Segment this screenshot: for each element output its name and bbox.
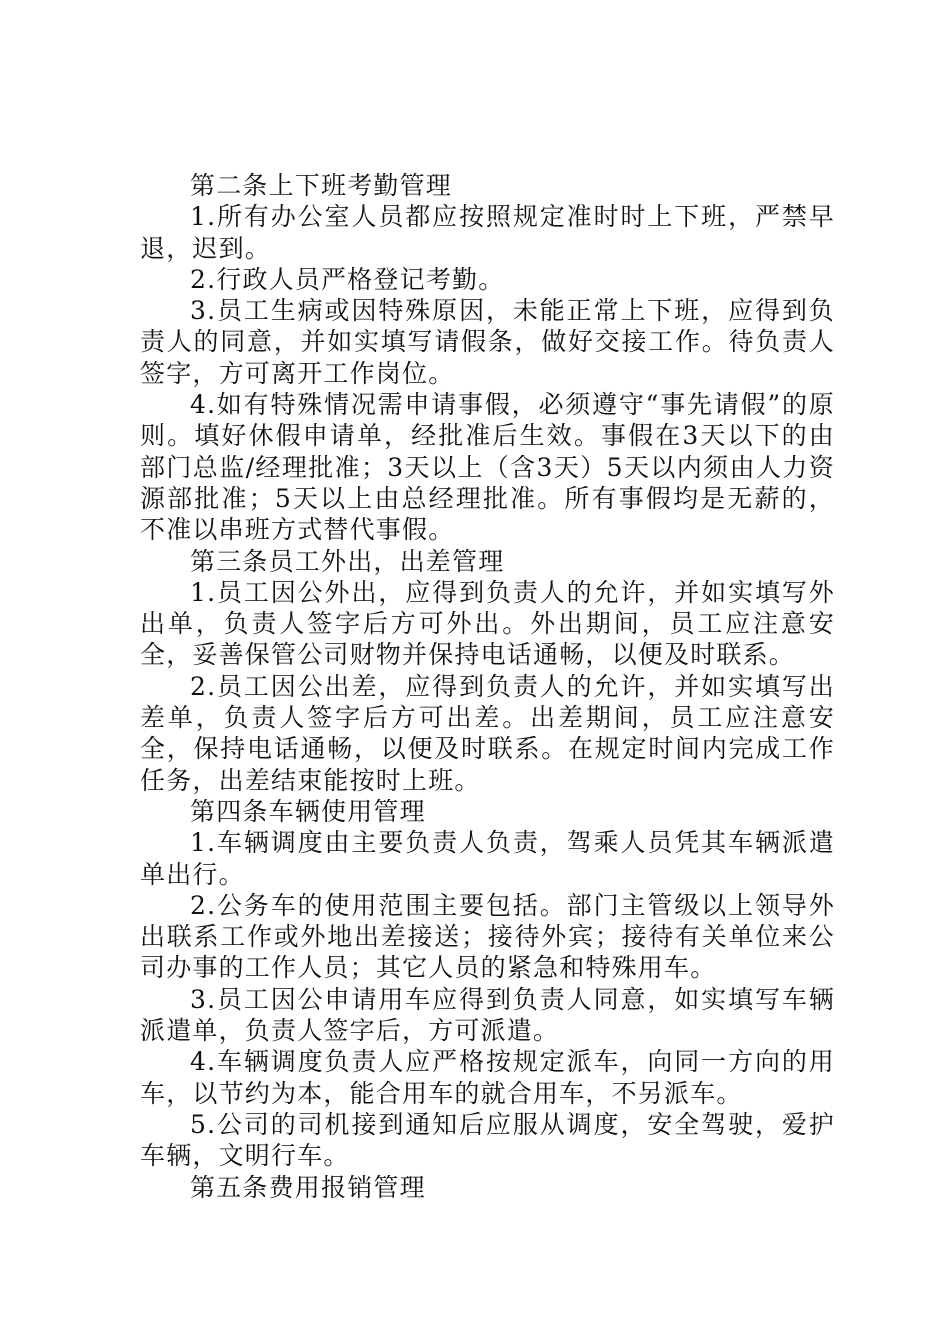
paragraph: 2.行政人员严格登记考勤。 xyxy=(190,264,505,294)
section-heading: 第四条车辆使用管理 xyxy=(190,796,426,826)
paragraph: 2.员工因公出差，应得到负责人的允许，并如实填写出差单，负责人签字后方可出差。出差期间，员工应注意安全，保持电话通畅，以便及时联系。在规定时间内完成工作任务，出差结束能按时上班。 xyxy=(140,671,835,795)
section-heading: 第五条费用报销管理 xyxy=(190,1172,426,1202)
paragraph: 3.员工生病或因特殊原因，未能正常上下班，应得到负责人的同意，并如实填写请假条，做好交接工作。待负责人签字，方可离开工作岗位。 xyxy=(140,296,835,388)
paragraph: 1.车辆调度由主要负责人负责，驾乘人员凭其车辆派遣单出行。 xyxy=(140,828,835,889)
section-heading: 第三条员工外出，出差管理 xyxy=(190,546,505,576)
paragraph: 1.所有办公室人员都应按照规定准时时上下班，严禁早退，迟到。 xyxy=(140,202,835,263)
section-heading: 第二条上下班考勤管理 xyxy=(190,171,453,200)
paragraph: 3.员工因公申请用车应得到负责人同意，如实填写车辆派遣单，负责人签字后，方可派遣。 xyxy=(140,984,835,1046)
paragraph: 2.公务车的使用范围主要包括。部门主管级以上领导外出联系工作或外地出差接送；接待外宾；接待有关单位来公司办事的工作人员；其它人员的紧急和特殊用车。 xyxy=(140,890,835,983)
paragraph: 4.如有特殊情况需申请事假，必须遵守“事先请假”的原则。填好休假申请单，经批准后生效。事假在3天以下的由部门总监/经理批准；3天以上（含3天）5天以内须由人力资源部批准；5天以上由总经理批准。所有事假均是无薪的，不准以串班方式替代事假。 xyxy=(140,390,835,545)
paragraph: 1.员工因公外出，应得到负责人的允许，并如实填写外出单，负责人签字后方可外出。外出期间，员工应注意安全，妥善保管公司财物并保持电话通畅，以便及时联系。 xyxy=(140,577,835,670)
document-body xyxy=(140,170,835,1203)
paragraph: 5.公司的司机接到通知后应服从调度，安全驾驶，爱护车辆，文明行车。 xyxy=(140,1109,835,1171)
paragraph: 4.车辆调度负责人应严格按规定派车，向同一方向的用车，以节约为本，能合用车的就合用车，不另派车。 xyxy=(140,1047,835,1108)
